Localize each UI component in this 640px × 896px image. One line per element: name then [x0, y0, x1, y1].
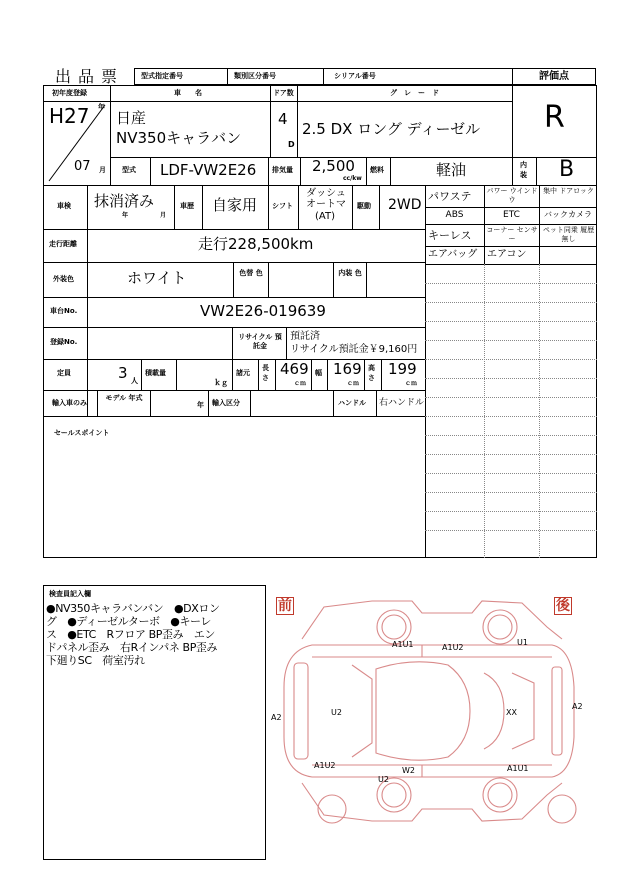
wheel-top-rear-inner: [488, 615, 512, 639]
drive-value: 2WD: [388, 197, 422, 213]
equip-keyless: キーレス: [428, 229, 472, 242]
year-unit: 年: [98, 103, 105, 111]
mark-a1u2-bottom: A1U2: [314, 761, 336, 770]
door-label: ドア数: [273, 89, 294, 97]
model-year-label: モデル 年式: [105, 394, 143, 402]
inspection-year-unit: 年: [122, 212, 129, 219]
color-value: ホワイト: [127, 269, 187, 287]
usage-label: 車歴: [180, 202, 194, 210]
equip-aircon: エアコン: [487, 249, 527, 260]
wheel-bottom-rear-inner: [488, 783, 512, 807]
car-name-label: 車 名: [174, 89, 202, 97]
inspector-note-line: ドパネル歪み 右Rインパネ BP歪み: [46, 641, 218, 654]
interior-label: 内装: [520, 161, 527, 179]
drive-label: 駆動: [357, 202, 371, 210]
width-label: 幅: [315, 369, 322, 377]
equip-back-camera: バックカメラ: [544, 210, 592, 219]
rating-value: R: [544, 100, 565, 135]
type-value: LDF-VW2E26: [160, 161, 257, 179]
category-box: [227, 68, 324, 85]
registration-label: 登録No.: [50, 338, 78, 346]
car-diagram-svg: [272, 587, 598, 832]
recycle-status: 預託済: [290, 331, 320, 342]
car-body-outline: [284, 645, 574, 777]
height-label: 高さ: [368, 364, 375, 382]
rating-label-box: [512, 68, 596, 85]
inspector-note-line: ス ●ETC Rフロア BP歪み エン: [46, 628, 216, 641]
month-unit: 月: [99, 166, 106, 174]
inspector-box: [43, 585, 266, 860]
interior-value: B: [559, 157, 575, 182]
wheel-corner-rl: [548, 795, 576, 823]
mileage-value: 走行228,500km: [198, 235, 314, 253]
equip-corner-sensor: コーナー センサー: [486, 226, 538, 243]
capacity-unit: 人: [131, 377, 138, 385]
recycle-label: リサイクル 預託金: [238, 333, 282, 350]
mileage-label: 走行距離: [49, 240, 77, 248]
disp-label: 排気量: [272, 166, 293, 174]
handle-value: 右ハンドル: [379, 398, 425, 408]
height-value: 199: [388, 360, 417, 378]
wheel-top-front-inner: [382, 615, 406, 639]
windshield: [352, 665, 372, 757]
shift-value: ダッシュ オートマ: [306, 188, 346, 210]
year-value: H27: [49, 104, 90, 128]
mark-w2-bottom: W2: [402, 766, 415, 775]
fuel-label: 燃料: [370, 166, 384, 174]
rear-bumper: [552, 667, 562, 755]
damage-diagram: [272, 587, 598, 832]
fuel-value: 軽油: [436, 161, 467, 179]
color-label: 外装色: [53, 275, 74, 283]
model-value: NV350キャラバン: [116, 129, 242, 147]
type-label: 型式: [122, 166, 136, 174]
import-label: 輸入車のみ: [52, 399, 87, 407]
mark-xx: XX: [506, 708, 517, 717]
rear-label: 後: [556, 598, 570, 614]
load-label: 積載量: [145, 369, 166, 377]
grade-value: 2.5 DX ロング ディーゼル: [302, 120, 481, 138]
usage-value: 自家用: [212, 196, 258, 214]
kg-unit: ｋｇ: [214, 379, 228, 387]
recycle-amount: リサイクル預託金￥9,160円: [290, 344, 418, 355]
category-label: 類別区分番号: [234, 72, 276, 80]
car-upper-side: [302, 601, 562, 639]
chassis-label: 車台No.: [50, 307, 78, 315]
size-label: 諸元: [236, 369, 250, 377]
length-value: 469: [280, 360, 309, 378]
wheel-corner-fl: [318, 795, 346, 823]
inspector-note-line: グ ●ディーゼルターボ ●キーレ: [46, 615, 212, 628]
front-label: 前: [278, 598, 292, 614]
interior-color-label: 内装 色: [338, 269, 362, 277]
width-value: 169: [333, 360, 362, 378]
equip-power-steering: パワステ: [428, 190, 472, 203]
capacity-label: 定員: [57, 369, 71, 377]
front-bumper: [294, 663, 308, 759]
maker-value: 日産: [116, 109, 147, 127]
serial-box: [323, 68, 513, 85]
inspector-notes: [46, 602, 264, 667]
sheet-title: 出品票: [55, 67, 125, 86]
mark-a2-left: A2: [271, 713, 282, 722]
grade-label: グ レ ー ド: [390, 89, 439, 97]
mark-a1u1-bottom: A1U1: [507, 764, 529, 773]
width-cm: ｃｍ: [347, 380, 360, 387]
mark-u2-left: U2: [331, 708, 342, 717]
repaint-label: 色替 色: [239, 269, 263, 277]
inspector-note-line: 下廻りSC 荷室汚れ: [46, 654, 145, 667]
doors-value: 4: [278, 110, 288, 128]
inspector-label: 検査員記入欄: [49, 590, 91, 598]
first-reg-label: 初年度登録: [52, 89, 87, 97]
displacement-value: 2,500: [312, 157, 355, 175]
month-value: 07: [74, 159, 91, 174]
model-cert-box: [134, 68, 228, 85]
rear-glass: [484, 673, 504, 749]
equip-power-window: パワー ウインドウ: [486, 187, 538, 204]
inspection-month-unit: 月: [160, 212, 167, 219]
equip-etc: ETC: [503, 210, 520, 220]
rating-label: 評価点: [539, 71, 569, 82]
wheel-bottom-front-inner: [382, 783, 406, 807]
height-cm: ｃｍ: [405, 380, 418, 387]
disp-unit: cc/kw: [343, 175, 362, 182]
car-lower-side: [302, 783, 562, 821]
shift-label: シフト: [272, 202, 293, 210]
chassis-value: VW2E26-019639: [200, 302, 326, 320]
length-cm: ｃｍ: [294, 380, 307, 387]
handle-label: ハンドル: [338, 399, 366, 407]
import-category-label: 輸入区分: [212, 399, 240, 407]
model-year-unit: 年: [197, 401, 204, 409]
door-unit: D: [288, 140, 295, 149]
mark-u2-bottom: U2: [378, 775, 389, 784]
roof-panel: [376, 662, 470, 760]
capacity-value: 3: [118, 364, 128, 382]
inspection-value: 抹消済み: [94, 192, 155, 210]
mark-a1u2-top: A1U2: [442, 643, 464, 652]
inspector-note-line: ●NV350キャラバンバン ●DXロン: [46, 602, 220, 615]
equip-central-lock: 集中 ドアロック: [543, 187, 594, 195]
shift-sub: (AT): [315, 211, 335, 222]
model-cert-label: 型式指定番号: [141, 72, 183, 80]
equip-abs: ABS: [445, 210, 464, 220]
sales-point-label: セールスポイント: [54, 429, 110, 437]
mark-a1u1-top: A1U1: [392, 640, 414, 649]
equip-airbag: エアバッグ: [428, 249, 478, 260]
mark-a2-right: A2: [572, 702, 583, 711]
length-label: 長さ: [262, 364, 269, 382]
mark-u1-top: U1: [517, 638, 528, 647]
inspection-label: 車検: [57, 202, 71, 210]
equip-pet-free: ペット同乗 履歴無し: [542, 226, 595, 243]
serial-label: シリアル番号: [334, 72, 376, 80]
